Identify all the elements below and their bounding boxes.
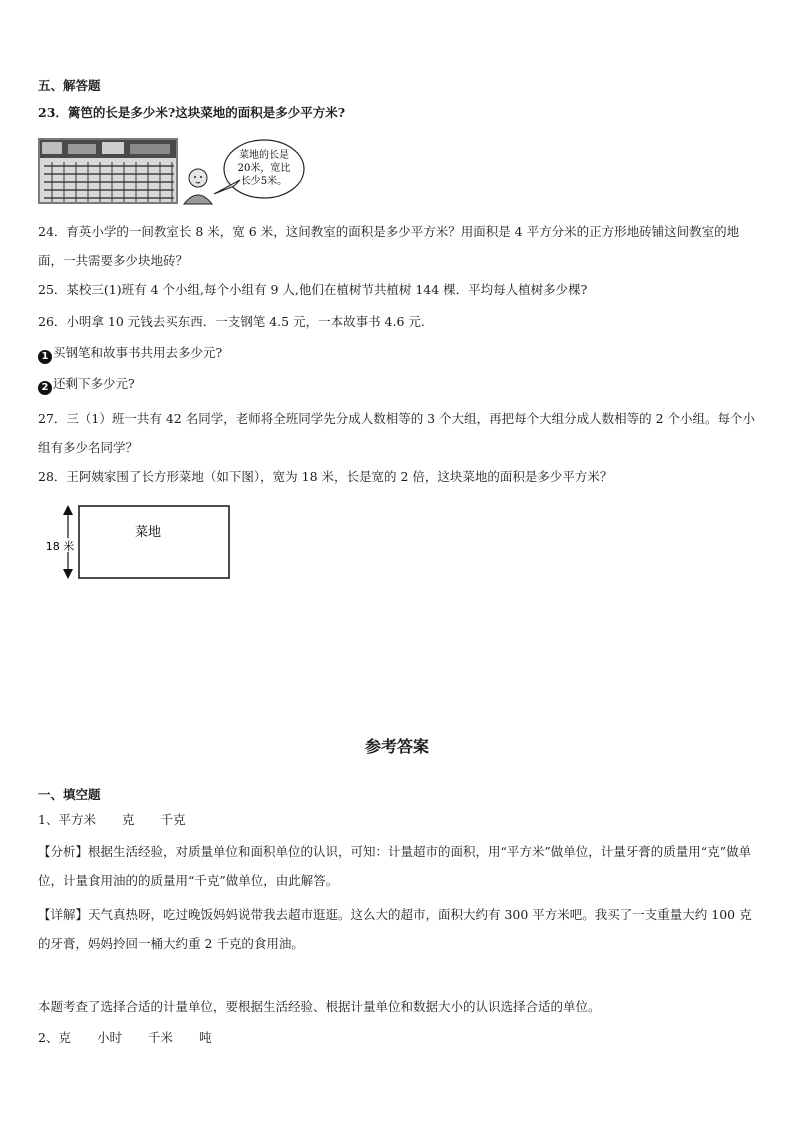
answer-1-item-2: 克 <box>121 812 135 827</box>
question-25: 25．某校三(1)班有 4 个小组,每个小组有 9 人,他们在植树节共植树 144 棵．平均每人植树多少棵? <box>38 282 588 297</box>
answer-2 <box>38 1029 212 1047</box>
circled-number-1: 1 <box>38 350 52 364</box>
question-28: 28．王阿姨家围了长方形菜地（如下图），宽为 18 米，长是宽的 2 倍，这块菜地的面积是多少平方米？ <box>38 469 613 484</box>
answer-1-item-1: 平方米 <box>58 812 96 827</box>
plot-width-label: 18 米 <box>45 540 75 553</box>
answer-2-number: 2、 <box>38 1030 59 1045</box>
answer-1-number: 1、 <box>38 812 59 827</box>
bubble-line-1: 菜地的长是 <box>239 150 289 161</box>
vegetable-garden-illustration <box>38 136 308 206</box>
plot-label: 菜地 <box>134 525 162 540</box>
answer-1-analysis: 【分析】根据生活经验，对质量单位和面积单位的认识，可知：计量超市的面积，用“平方米”做单位，计量牙膏的质量用“克”做单位，计量食用油的的质量用“千克”做单位，由此解答。 <box>38 844 752 888</box>
question-26-part-2 <box>38 375 135 395</box>
answer-1-detail: 【详解】天气真热呀，吃过晚饭妈妈说带我去超市逛逛。这么大的超市，面积大约有 300 平方米吧。我买了一支重量大约 100 克的牙膏，妈妈拎回一桶大约重 2 千克的食用油。 <box>38 907 752 951</box>
answer-2-item-3: 千米 <box>147 1030 173 1045</box>
answer-1-summary: 本题考查了选择合适的计量单位，要根据生活经验、根据计量单位和数据大小的认识选择合适的单位。 <box>38 999 601 1014</box>
circled-number-2: 2 <box>38 381 52 395</box>
answer-2-item-2: 小时 <box>96 1030 122 1045</box>
answers-title: 参考答案 <box>364 737 429 756</box>
answer-2-item-4: 吨 <box>199 1030 212 1045</box>
question-24: 24．育英小学的一间教室长 8 米，宽 6 米，这间教室的面积是多少平方米？用面积是 4 平方分米的正方形地砖铺这间教室的地面，一共需要多少块地砖？ <box>38 224 740 268</box>
arrow-up-icon <box>63 505 73 515</box>
question-26-part-1-text: 买钢笔和故事书共用去多少元? <box>53 345 223 360</box>
question-26: 26．小明拿 10 元钱去买东西．一支钢笔 4.5 元，一本故事书 4.6 元. <box>38 314 425 329</box>
answer-2-item-1: 克 <box>58 1030 71 1045</box>
answer-1 <box>38 811 186 829</box>
question-27: 27．三（1）班一共有 42 名同学，老师将全班同学先分成人数相等的 3 个大组，再把每个大组分成人数相等的 2 个小组。每个小组有多少名同学？ <box>38 411 756 455</box>
question-23: 23．篱笆的长是多少米?这块菜地的面积是多少平方米? <box>38 105 346 120</box>
question-26-part-2-text: 还剩下多少元? <box>53 376 135 391</box>
rectangle-plot-diagram <box>40 500 240 586</box>
answer-1-item-3: 千克 <box>160 812 186 827</box>
section-heading: 五、解答题 <box>38 78 101 93</box>
arrow-down-icon <box>63 569 73 579</box>
bubble-line-2: 20米，宽比 <box>237 163 291 174</box>
bubble-line-3: 长少5米。 <box>240 176 288 187</box>
answers-section-heading: 一、填空题 <box>38 787 101 802</box>
question-26-part-1 <box>38 344 222 364</box>
